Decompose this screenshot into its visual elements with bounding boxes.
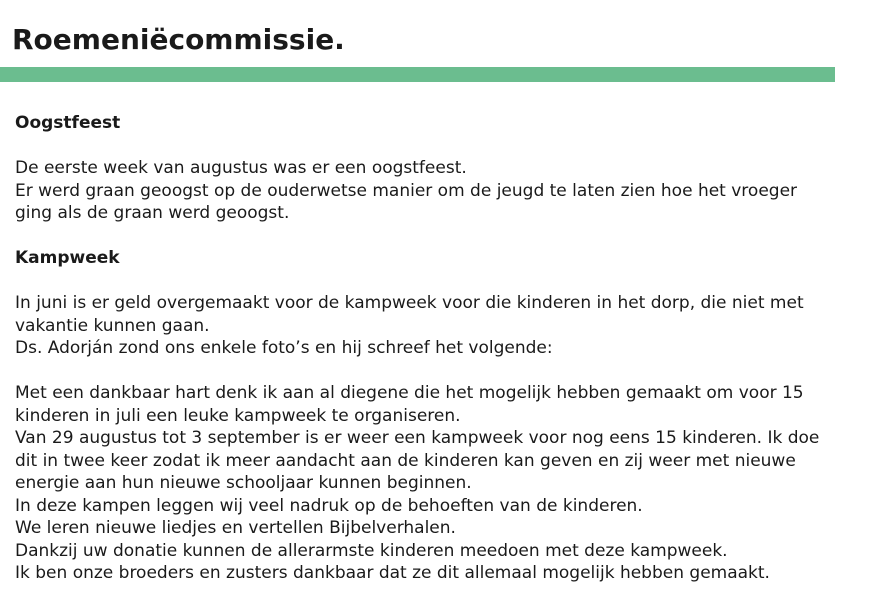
text-line: Er werd graan geoogst op de ouderwetse manier om de jeugd te laten zien hoe het vroeger [15, 180, 798, 201]
text-line: dit in twee keer zodat ik meer aandacht aan de kinderen kan geven en zij weer met nieuwe [15, 450, 796, 471]
paragraph-kampweek-letter [15, 382, 855, 585]
text-line: vakantie kunnen gaan. [15, 315, 210, 336]
page-title: Roemeniëcommissie. [12, 23, 345, 56]
spacer [15, 135, 855, 158]
text-line: kinderen in juli een leuke kampweek te organiseren. [15, 405, 461, 426]
paragraph-oogstfeest [15, 157, 855, 225]
text-line: Dankzij uw donatie kunnen de allerarmste kinderen meedoen met deze kampweek. [15, 540, 728, 561]
title-divider [0, 67, 835, 82]
text-line: In juni is er geld overgemaakt voor de kampweek voor die kinderen in het dorp, die niet met [15, 293, 804, 313]
text-line: energie aan hun nieuwe schooljaar kunnen beginnen. [15, 473, 472, 493]
text-line: Met een dankbaar hart denk ik aan al diegene die het mogelijk hebben gemaakt om voor 15 [15, 383, 804, 403]
spacer [15, 225, 855, 248]
text-line: In deze kampen leggen wij veel nadruk op de behoeften van de kinderen. [15, 495, 643, 516]
text-line: Van 29 augustus tot 3 september is er weer een kampweek voor nog eens 15 kinderen. Ik doe [15, 428, 820, 448]
text-line: ging als de graan werd geoogst. [15, 203, 290, 223]
section-heading-oogstfeest: Oogstfeest [15, 113, 121, 133]
spacer [15, 270, 855, 293]
section-heading-kampweek: Kampweek [15, 248, 120, 268]
text-line: De eerste week van augustus was er een oogstfeest. [15, 158, 467, 178]
paragraph-kampweek-intro [15, 292, 855, 360]
text-line: We leren nieuwe liedjes en vertellen Bijbelverhalen. [15, 518, 456, 538]
text-line: Ds. Adorján zond ons enkele foto’s en hij schreef het volgende: [15, 338, 553, 358]
text-line: Ik ben onze broeders en zusters dankbaar dat ze dit allemaal mogelijk hebben gemaakt. [15, 563, 770, 583]
spacer [15, 360, 855, 383]
article-body [15, 112, 855, 585]
